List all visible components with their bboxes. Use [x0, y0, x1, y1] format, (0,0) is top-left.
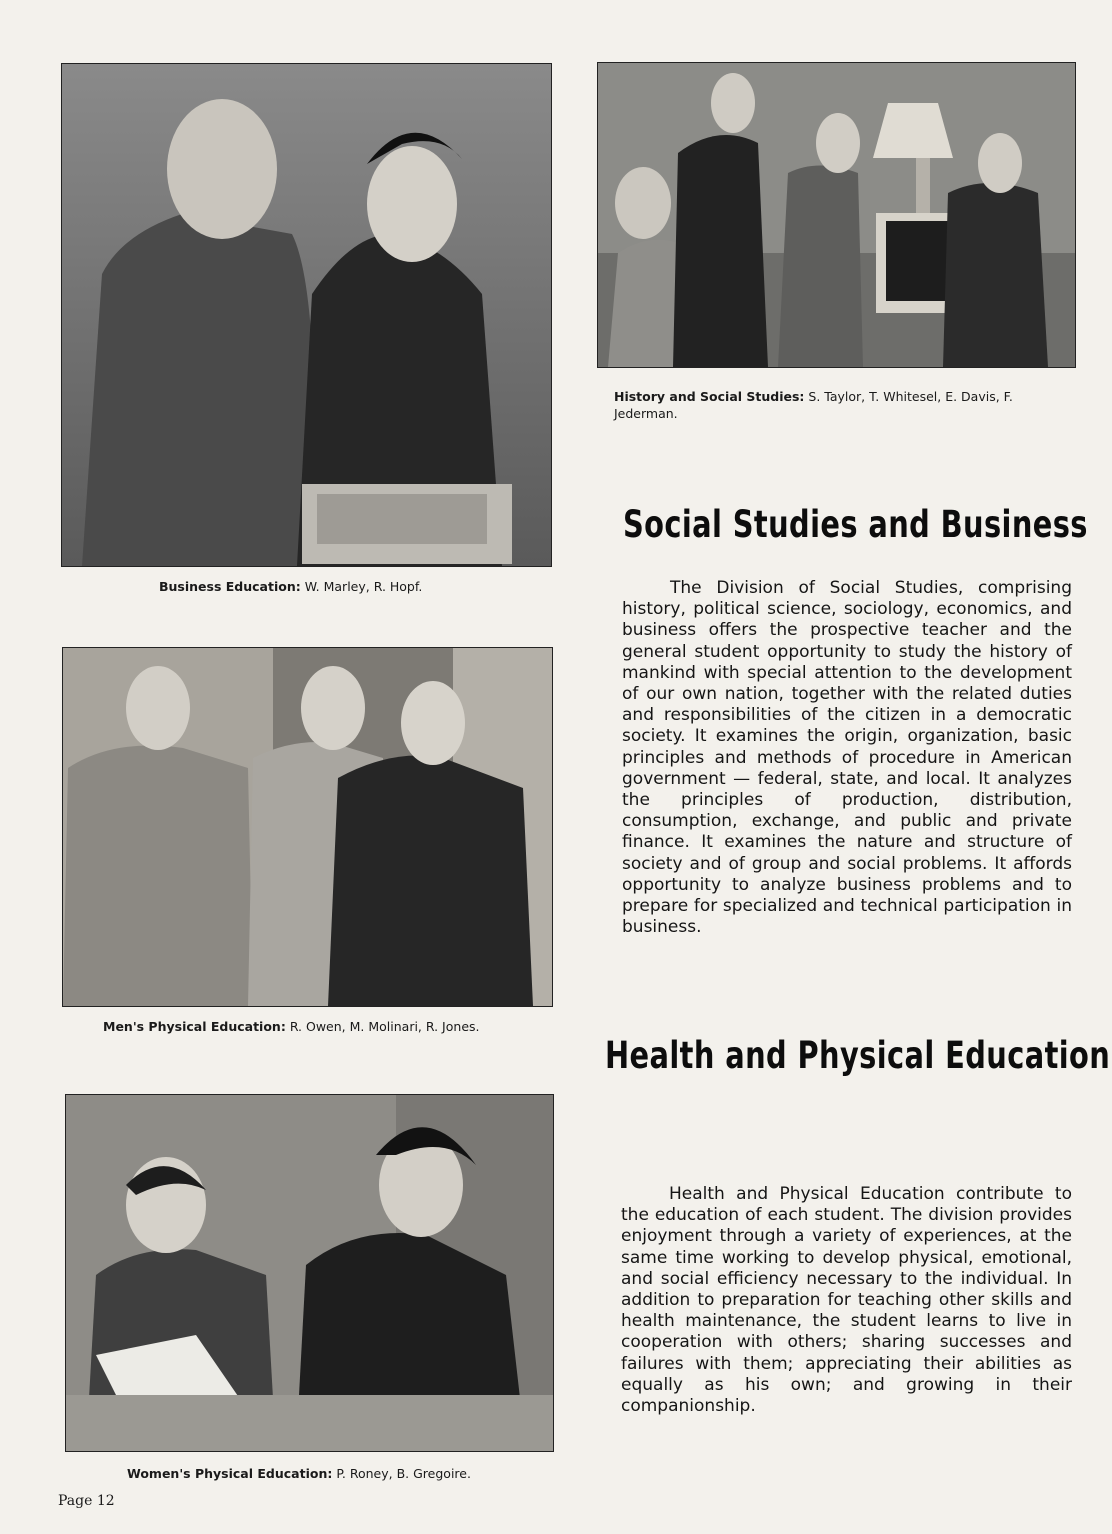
health-paragraph: Health and Physical Education contribute to the education of each student. The division provides enjoyment through a variety of experiences, at the same time working to develop physical, emotional, and social efficiency necessary to the individual. In addition to preparation for teaching other skills and health maintenance, the student learns to live in cooperation with others; sharing successes and failures with them; appreciating their abilities as equally as his own; and growing in their companionship.	[621, 1184, 1072, 1417]
caption-names: W. Marley, R. Hopf.	[304, 579, 423, 594]
caption-label: Women's Physical Education:	[127, 1466, 333, 1481]
caption-names: S. Taylor, T. Whitesel, E. Davis, F. Jederman.	[614, 389, 1013, 421]
business-education-caption	[159, 578, 422, 595]
history-social-studies-caption	[614, 388, 1064, 422]
history-social-studies-photo	[597, 62, 1076, 368]
caption-label: Men's Physical Education:	[103, 1019, 286, 1034]
caption-label: History and Social Studies:	[614, 389, 805, 404]
business-education-photo	[61, 63, 552, 567]
health-physical-education-heading: Health and Physical Education	[605, 1034, 1111, 1077]
social-studies-body	[622, 578, 1072, 938]
womens-physical-education-caption	[127, 1465, 471, 1482]
caption-names: P. Roney, B. Gregoire.	[336, 1466, 471, 1481]
caption-label: Business Education:	[159, 579, 301, 594]
health-physical-education-body	[621, 1184, 1072, 1417]
social-studies-paragraph: The Division of Social Studies, comprising history, political science, sociology, economics, and business offers the prospective teacher and the general student opportunity to study the history of mankind with special attention to the development of our own nation, together with the related duties and responsibilities of the citizen in a democratic society. It examines the origin, organization, basic principles and methods of procedure in American government — federal, state, and local. It analyzes the principles of production, distribution, consumption, exchange, and public and private finance. It examines the nature and structure of society and of group and social problems. It affords opportunity to analyze business problems and to prepare for specialized and technical participation in business.	[622, 578, 1072, 938]
mens-physical-education-photo	[62, 647, 553, 1007]
caption-names: R. Owen, M. Molinari, R. Jones.	[289, 1019, 480, 1034]
mens-physical-education-caption	[103, 1018, 480, 1035]
page-number: Page 12	[58, 1493, 115, 1509]
social-studies-heading: Social Studies and Business	[623, 503, 1088, 546]
womens-physical-education-photo	[65, 1094, 554, 1452]
